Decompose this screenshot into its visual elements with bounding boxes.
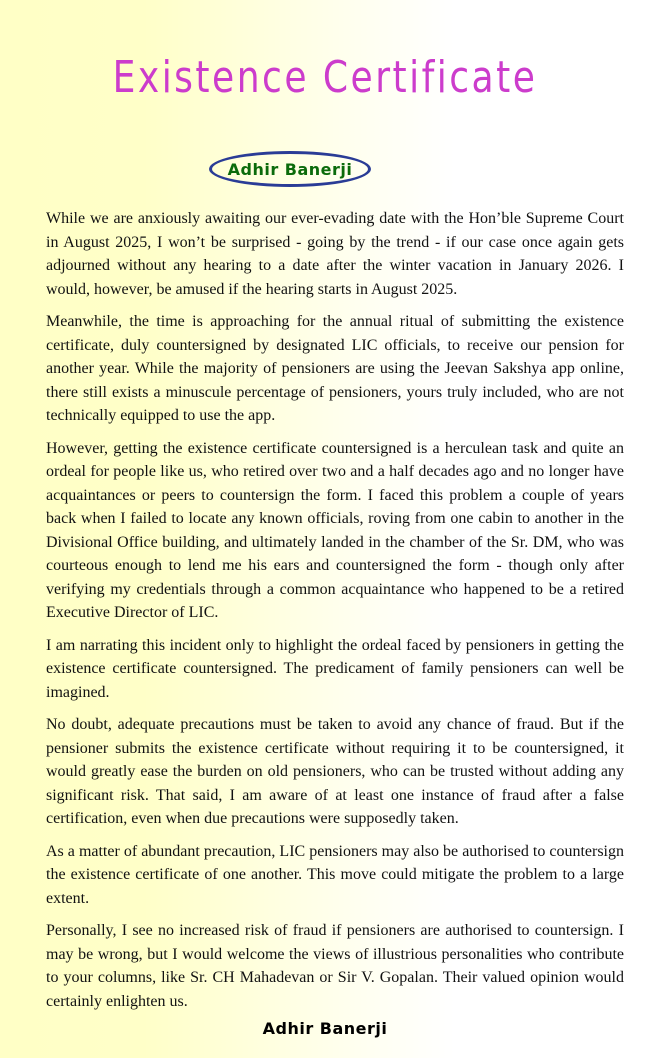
author-byline	[209, 151, 371, 187]
signature: Adhir Banerji	[262, 1019, 388, 1038]
article-body	[46, 207, 624, 1022]
paragraph: As a matter of abundant precaution, LIC pensioners may also be authorised to countersign the existence certificate of one another. This move could mitigate the problem to a large extent.	[46, 842, 624, 907]
paragraph: I am narrating this incident only to highlight the ordeal faced by pensioners in getting the existence certificate countersigned. The predicament of family pensioners can well be imagined.	[46, 636, 624, 701]
paragraph: Personally, I see no increased risk of fraud if pensioners are authorised to countersign. I may be wrong, but I would welcome the views of illustrious personalities who contribute to your columns, like Sr. CH Mahadevan or Sir V. Gopalan. Their valued opinion would certainly enlighten us.	[46, 922, 624, 1010]
article-title: Existence Certificate	[112, 52, 538, 103]
author-name: Adhir Banerji	[227, 159, 353, 179]
paragraph: While we are anxiously awaiting our ever-evading date with the Hon’ble Supreme Court in August 2025, I won’t be surprised - going by the trend - if our case once again gets adjourned without any hearing to a date after the winter vacation in January 2026. I would, however, be amused if the hearing starts in August 2025.	[46, 210, 624, 298]
paragraph: Meanwhile, the time is approaching for the annual ritual of submitting the existence certificate, duly countersigned by designated LIC officials, to receive our pension for another year. While the majority of pensioners are using the Jeevan Sakshya app online, there still exists a minuscule percentage of pensioners, yours truly included, who are not technically equipped to use the app.	[46, 313, 624, 424]
paragraph: No doubt, adequate precautions must be taken to avoid any chance of fraud. But if the pensioner submits the existence certificate without requiring it to be countersigned, it would greatly ease the burden on old pensioners, who can be trusted without adding any significant risk. That said, I am aware of at least one instance of fraud after a false certification, even when due precautions were supposedly taken.	[46, 716, 624, 827]
paragraph: However, getting the existence certificate countersigned is a herculean task and quite an ordeal for people like us, who retired over two and a half decades ago and no longer have acquaintances or peers to countersign the form. I faced this problem a couple of years back when I failed to locate any known officials, roving from one cabin to another in the Divisional Office building, and ultimately landed in the chamber of the Sr. DM, who was courteous enough to lend me his ears and countersigned the form - though only after verifying my credentials through a common acquaintance who happened to be a retired Executive Director of LIC.	[46, 439, 624, 621]
